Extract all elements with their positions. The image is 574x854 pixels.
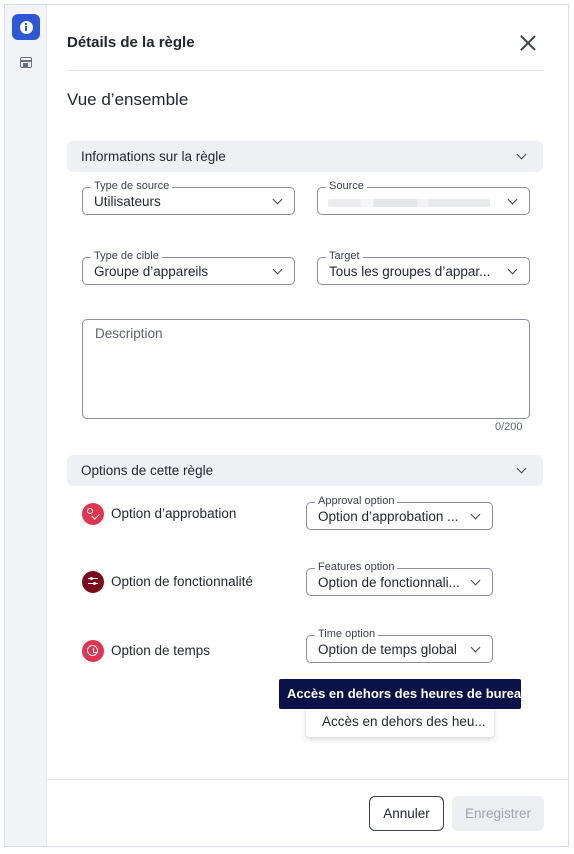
target-select[interactable] xyxy=(317,250,530,285)
description-textarea[interactable] xyxy=(82,319,530,419)
target-type-value: Groupe d’appareils xyxy=(94,264,209,279)
description-counter: 0/200 xyxy=(495,421,523,433)
approval-icon xyxy=(82,503,104,525)
target-type-select[interactable] xyxy=(82,250,295,285)
time-option-name: Option de temps xyxy=(111,643,211,658)
sliders-icon xyxy=(82,571,104,593)
features-option-value: Option de fonctionnali... xyxy=(318,575,460,590)
target-value: Tous les groupes d’appar... xyxy=(329,264,491,279)
chevron-down-icon xyxy=(508,265,518,275)
features-option-select[interactable] xyxy=(306,561,493,596)
option-tooltip: Accès en dehors des heures de bureau xyxy=(279,679,521,709)
clock-icon xyxy=(82,640,104,662)
description-placeholder: Description xyxy=(95,326,163,341)
header-divider xyxy=(67,70,544,71)
approval-option-select[interactable] xyxy=(306,495,493,530)
features-option-name: Option de fonctionnalité xyxy=(111,574,253,589)
source-select[interactable] xyxy=(317,180,530,215)
chevron-down-icon xyxy=(273,195,283,205)
approval-option-label: Approval option xyxy=(315,495,397,508)
redacted-source-value xyxy=(328,199,490,207)
chevron-down-icon xyxy=(471,643,481,653)
features-option-label: Features option xyxy=(315,561,397,574)
calendar-icon[interactable] xyxy=(20,57,32,68)
chevron-down-icon xyxy=(471,510,481,520)
source-type-value: Utilisateurs xyxy=(94,194,161,209)
source-type-label: Type de source xyxy=(91,180,172,193)
chevron-down-icon xyxy=(517,464,527,474)
target-label: Target xyxy=(326,250,363,263)
close-icon[interactable] xyxy=(518,33,538,53)
approval-option-name: Option d’approbation xyxy=(111,506,237,521)
source-type-select[interactable] xyxy=(82,180,295,215)
source-label: Source xyxy=(326,180,367,193)
options-section-header[interactable] xyxy=(67,455,543,486)
approval-option-value: Option d’approbation ... xyxy=(318,509,459,524)
chevron-down-icon xyxy=(471,576,481,586)
chevron-down-icon xyxy=(517,150,527,160)
time-option-label: Time option xyxy=(315,628,378,641)
info-section-header[interactable] xyxy=(67,141,543,172)
time-option-select[interactable] xyxy=(306,628,493,663)
info-icon xyxy=(20,21,33,34)
info-section-title: Informations sur la règle xyxy=(81,149,226,164)
overview-title: Vue d’ensemble xyxy=(67,90,189,109)
time-option-value: Option de temps global xyxy=(318,642,457,657)
footer-divider xyxy=(47,779,568,780)
target-type-label: Type de cible xyxy=(91,250,162,263)
save-button[interactable]: Enregistrer xyxy=(452,796,544,831)
rule-details-panel xyxy=(47,5,568,846)
dropdown-item-after-hours[interactable]: Accès en dehors des heu... xyxy=(322,714,486,729)
options-section-title: Options de cette règle xyxy=(81,463,214,478)
time-option-dropdown xyxy=(306,705,494,737)
chevron-down-icon xyxy=(508,195,518,205)
chevron-down-icon xyxy=(273,265,283,275)
side-rail xyxy=(5,5,47,846)
rule-details-window xyxy=(4,4,569,847)
rail-info-button[interactable] xyxy=(12,14,40,40)
cancel-button[interactable]: Annuler xyxy=(369,796,444,831)
panel-title: Détails de la règle xyxy=(67,34,195,51)
